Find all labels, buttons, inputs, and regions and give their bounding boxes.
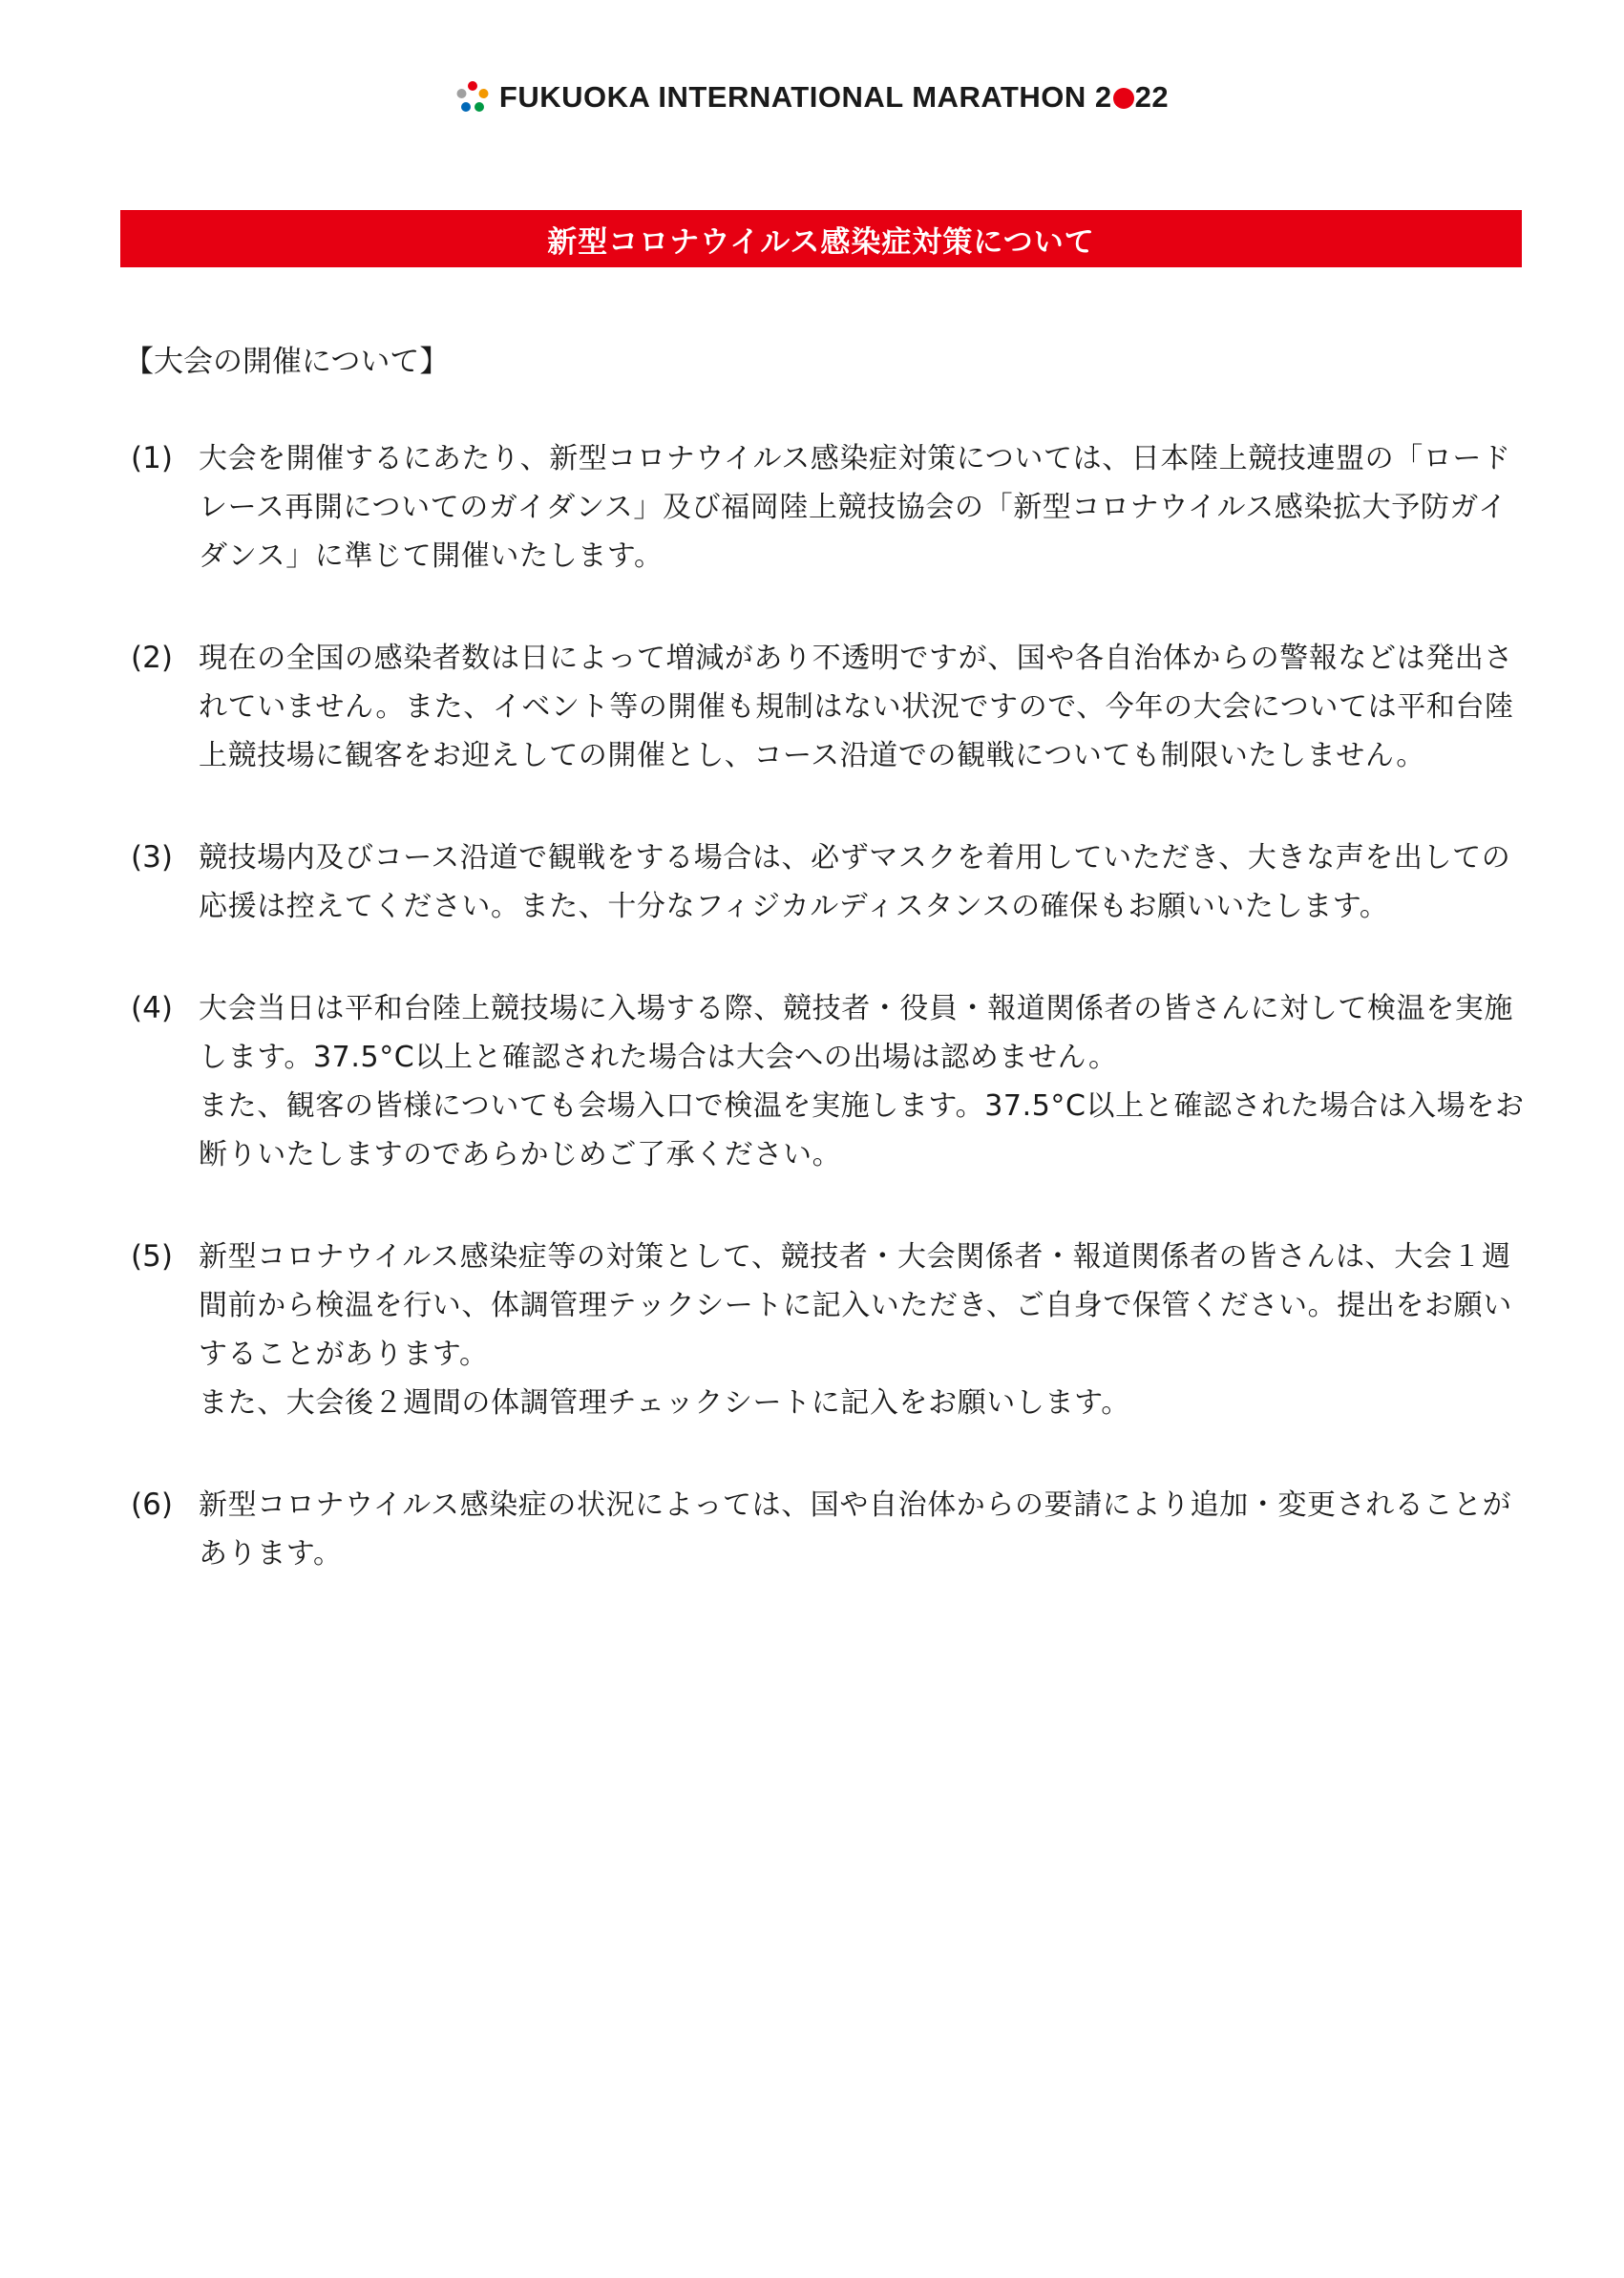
- item-number: (2): [131, 641, 173, 675]
- section-heading: 【大会の開催について】: [124, 345, 450, 379]
- item-body: [199, 984, 1525, 1179]
- item-text: 大会を開催するにあたり、新型コロナウイルス感染症対策については、日本陸上競技連盟の「ロードレース再開についてのガイダンス」及び福岡陸上競技協会の「新型コロナウイルス感染拡大予防ガイダンス」に準じて開催いたします。: [199, 442, 1511, 573]
- item-number: (4): [131, 991, 173, 1025]
- title-banner: [120, 210, 1522, 267]
- header-logo: [0, 76, 1624, 118]
- item-text: 大会当日は平和台陸上競技場に入場する際、競技者・役員・報道関係者の皆さんに対して検温を実施します。37.5°C以上と確認された場合は大会への出場は認めません。: [199, 992, 1513, 1074]
- item-number: (6): [131, 1487, 173, 1522]
- item-list: [131, 434, 1525, 1632]
- logo-red-dot: [1113, 88, 1134, 109]
- item-text: また、観客の皆様についても会場入口で検温を実施します。37.5°C以上と確認された場合は入場をお断りいたしますのであらかじめご了承ください。: [199, 1089, 1525, 1171]
- list-item-2: [131, 634, 1525, 780]
- item-text: また、大会後２週間の体調管理チェックシートに記入をお願いします。: [199, 1386, 1130, 1420]
- item-number: (3): [131, 840, 173, 875]
- item-number: (5): [131, 1239, 173, 1274]
- item-text: 競技場内及びコース沿道で観戦をする場合は、必ずマスクを着用していただき、大きな声を出しての応援は控えてください。また、十分なフィジカルディスタンスの確保もお願いいたします。: [199, 841, 1511, 923]
- flower-logo-icon: [455, 80, 490, 115]
- list-item-4: [131, 984, 1525, 1179]
- item-text: 新型コロナウイルス感染症の状況によっては、国や自治体からの要請により追加・変更されることがあります。: [199, 1488, 1512, 1571]
- item-body: [199, 434, 1525, 580]
- item-number: (1): [131, 441, 173, 475]
- list-item-1: [131, 434, 1525, 580]
- item-body: [199, 634, 1525, 780]
- item-body: [199, 1481, 1525, 1578]
- item-body: [199, 1233, 1525, 1427]
- list-item-3: [131, 833, 1525, 931]
- item-text: 新型コロナウイルス感染症等の対策として、競技者・大会関係者・報道関係者の皆さんは、大会１週間前から検温を行い、体調管理テックシートに記入いただき、ご自身で保管ください。提出をお願いすることがあります。: [199, 1240, 1512, 1371]
- item-body: [199, 833, 1525, 931]
- logo-text-year: 22: [1134, 80, 1170, 114]
- list-item-5: [131, 1233, 1525, 1427]
- list-item-6: [131, 1481, 1525, 1578]
- logo-text-main: FUKUOKA INTERNATIONAL MARATHON 2: [498, 80, 1112, 114]
- page-title: 新型コロナウイルス感染症対策について: [547, 224, 1095, 260]
- item-text: 現在の全国の感染者数は日によって増減があり不透明ですが、国や各自治体からの警報などは発出されていません。また、イベント等の開催も規制はない状況ですので、今年の大会については平和台陸上競技場に観客をお迎えしての開催とし、コース沿道での観戦についても制限いたしません。: [199, 642, 1514, 772]
- logo-wordmark: [499, 80, 1169, 115]
